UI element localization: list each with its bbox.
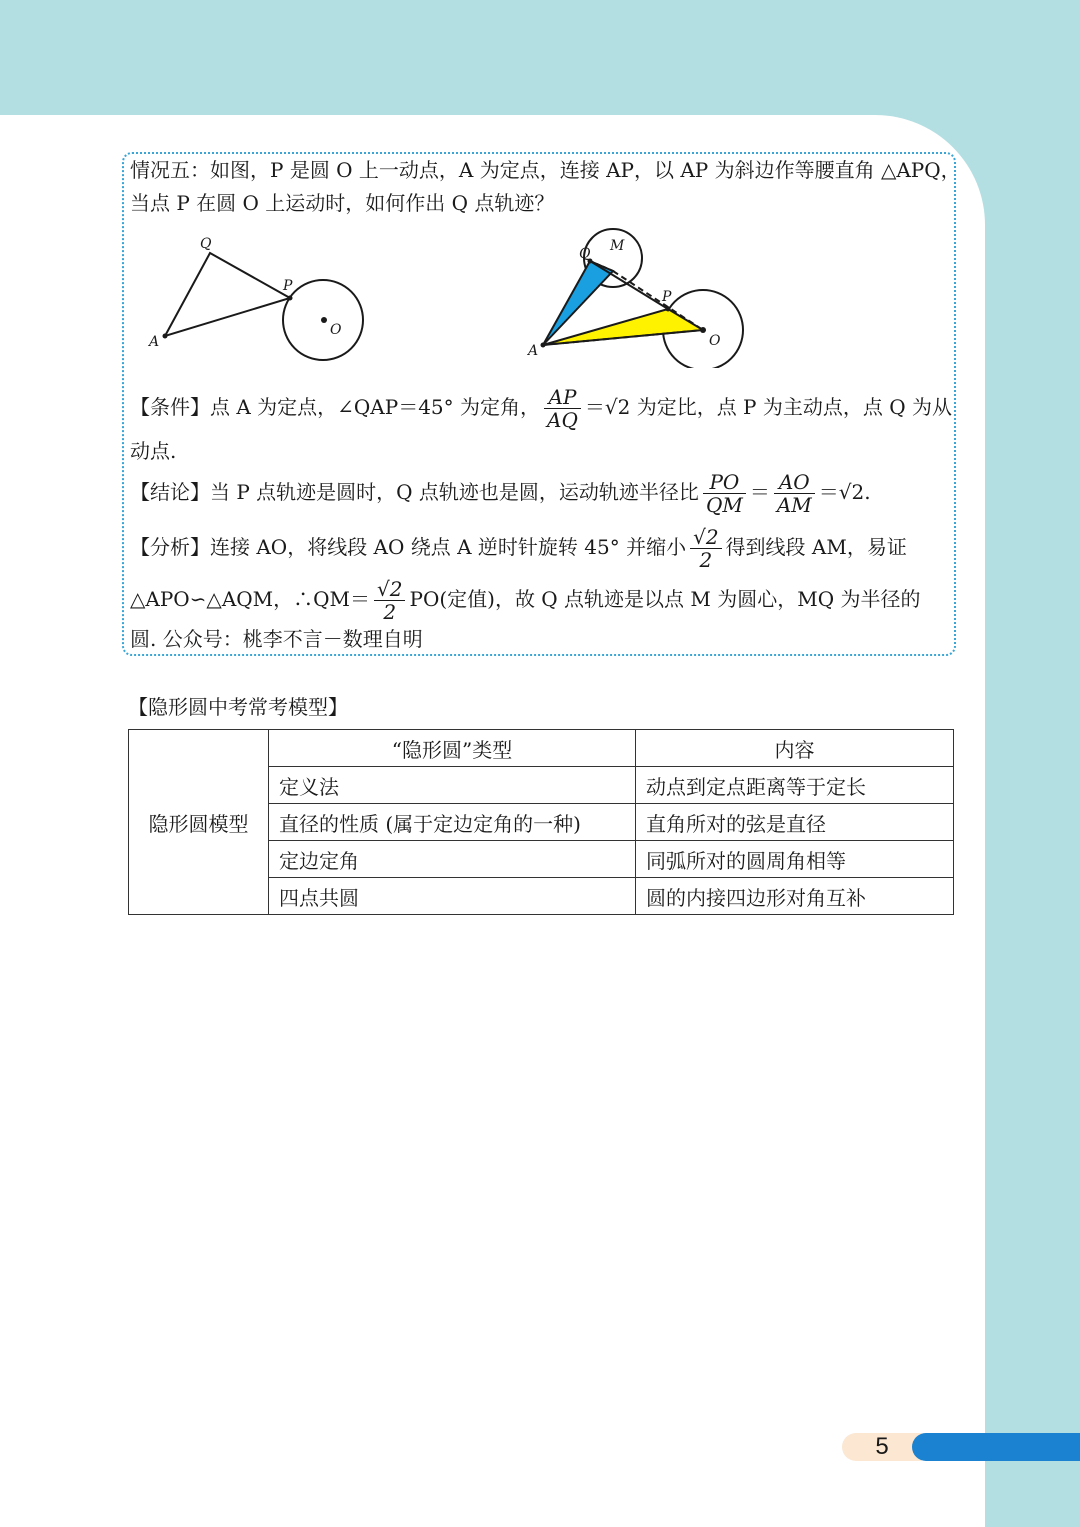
type-cell: 定义法	[269, 767, 636, 804]
analysis-line2-fraction	[374, 578, 405, 623]
analysis-line2	[130, 578, 920, 623]
condition-frac-den: AQ	[547, 408, 578, 432]
analysis-line2-pre: △APO∽△AQM，∴QM＝	[130, 587, 371, 611]
fig2-label-o: O	[709, 333, 721, 349]
conclusion-post: ＝√2.	[818, 480, 871, 504]
row-header-cell: 隐形圆模型	[129, 730, 269, 915]
table-header-row	[129, 730, 954, 767]
fig2-label-m: M	[610, 238, 625, 254]
col-type-header: “隐形圆”类型	[269, 730, 636, 767]
conclusion-pre: 【结论】当 P 点轨迹是圆时，Q 点轨迹也是圆，运动轨迹半径比	[130, 480, 699, 504]
condition-pre: 【条件】点 A 为定点，∠QAP＝45° 为定角，	[130, 395, 541, 419]
analysis-frac-den: 2	[699, 548, 713, 572]
analysis-line2-frac-den: 2	[383, 600, 397, 624]
figure-rotation-construction	[520, 228, 760, 368]
analysis-pre: 【分析】连接 AO，将线段 AO 绕点 A 逆时针旋转 45° 并缩小	[130, 535, 687, 559]
analysis-fraction	[690, 526, 721, 571]
analysis-line3: 圆. 公众号：桃李不言－数理自明	[130, 627, 423, 651]
analysis-line2-post: PO(定值)，故 Q 点轨迹是以点 M 为圆心，MQ 为半径的	[409, 587, 921, 611]
type-cell: 四点共圆	[269, 878, 636, 915]
conclusion-frac2-num: AO	[774, 471, 815, 494]
models-table	[128, 729, 954, 915]
type-cell: 定边定角	[269, 841, 636, 878]
case5-line2: 当点 P 在圆 O 上运动时，如何作出 Q 点轨迹？	[130, 191, 555, 215]
figure-triangle-circle	[140, 228, 380, 368]
conclusion-frac1-den: QM	[705, 493, 743, 517]
page-bar	[912, 1433, 1080, 1461]
fig1-label-o: O	[330, 322, 342, 338]
fig2-label-q: Q	[579, 246, 591, 262]
conclusion-frac2-den: AM	[776, 493, 812, 517]
condition-fraction	[544, 386, 581, 431]
analysis-line1	[130, 526, 907, 571]
condition-post: ＝√2 为定比，点 P 为主动点，点 Q 为从	[584, 395, 952, 419]
content-cell: 同弧所对的圆周角相等	[636, 841, 954, 878]
conclusion-fraction-2	[774, 471, 815, 516]
case5-line1: 情况五：如图，P 是圆 O 上一动点，A 为定点，连接 AP，以 AP 为斜边作等腰直角 △APQ，	[130, 158, 961, 182]
fig2-label-p: P	[662, 289, 672, 305]
fig1-label-a: A	[149, 334, 160, 350]
content-cell: 动点到定点距离等于定长	[636, 767, 954, 804]
page-number: 5	[875, 1433, 889, 1460]
content-cell: 直角所对的弦是直径	[636, 804, 954, 841]
models-section-title: 【隐形圆中考常考模型】	[128, 695, 348, 719]
type-cell: 直径的性质 (属于定边定角的一种)	[269, 804, 636, 841]
condition-line	[130, 386, 952, 431]
fig2-label-a: A	[528, 343, 539, 359]
analysis-post: 得到线段 AM，易证	[725, 535, 907, 559]
conclusion-fraction-1	[703, 471, 746, 516]
fig1-label-q: Q	[200, 236, 212, 252]
content-cell: 圆的内接四边形对角互补	[636, 878, 954, 915]
condition-cont: 动点.	[130, 439, 177, 463]
analysis-line2-frac-num: √2	[374, 578, 405, 601]
fig1-label-p: P	[283, 278, 293, 294]
analysis-frac-num: √2	[690, 526, 721, 549]
col-content-header: 内容	[636, 730, 954, 767]
conclusion-line	[130, 471, 871, 516]
conclusion-frac1-num: PO	[703, 471, 746, 494]
condition-frac-num: AP	[544, 386, 581, 409]
conclusion-eq: ＝	[749, 480, 770, 504]
